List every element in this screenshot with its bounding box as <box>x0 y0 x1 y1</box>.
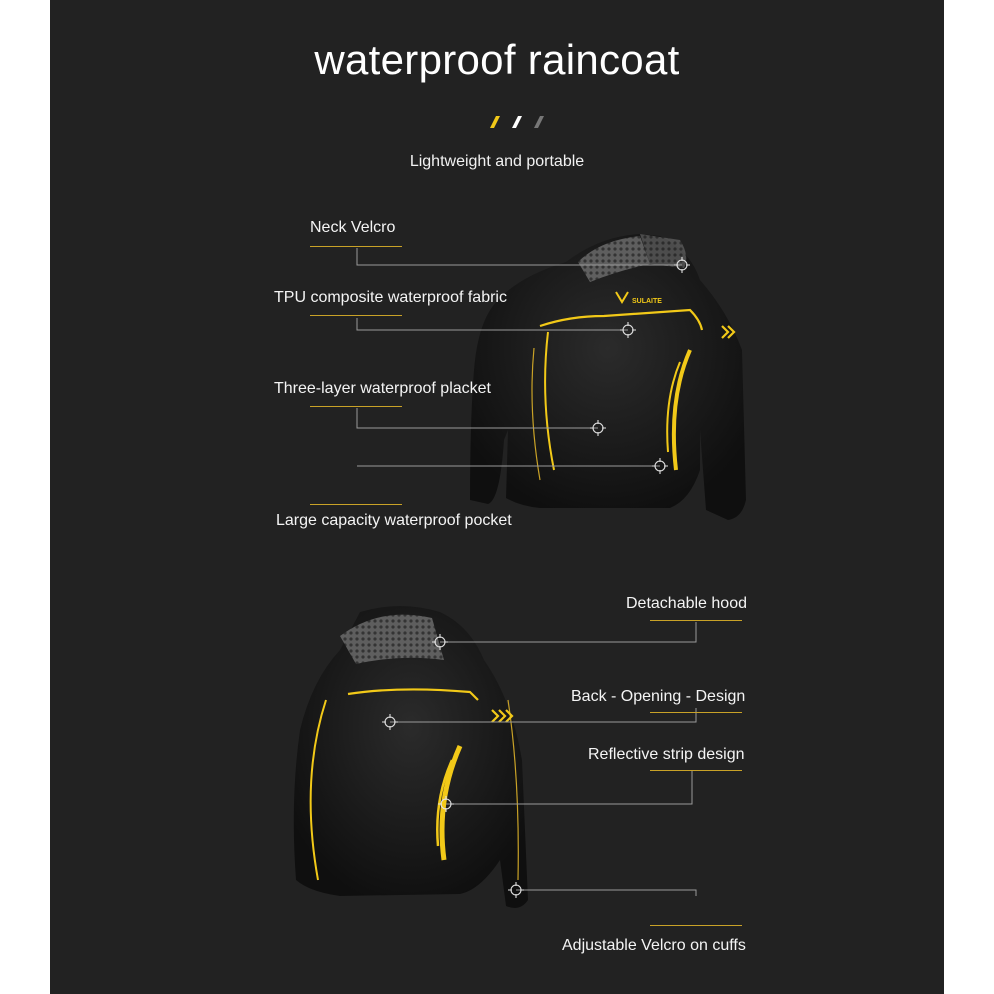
subtitle: Lightweight and portable <box>409 153 585 170</box>
front-jacket-image <box>470 234 746 520</box>
callout-underline <box>650 770 742 771</box>
callout-reflective-strip: Reflective strip design <box>588 746 745 763</box>
page-title: waterproof raincoat <box>314 36 680 83</box>
callout-back-opening: Back - Opening - Design <box>571 688 746 705</box>
back-jacket-image <box>294 606 528 908</box>
brand-logo: SULAITE <box>632 298 662 305</box>
callout-tpu-fabric: TPU composite waterproof fabric <box>274 289 507 306</box>
callout-detachable-hood: Detachable hood <box>626 595 747 612</box>
callout-underline <box>310 315 402 316</box>
callout-underline <box>310 406 402 407</box>
callout-underline <box>310 246 402 247</box>
callout-cuff-velcro: Adjustable Velcro on cuffs <box>562 937 746 954</box>
callout-underline <box>650 925 742 926</box>
callout-underline <box>310 504 402 505</box>
callout-underline <box>650 712 742 713</box>
callout-placket: Three-layer waterproof placket <box>274 380 491 397</box>
stripe-divider-icon <box>484 114 548 130</box>
callout-underline <box>650 620 742 621</box>
callout-pocket: Large capacity waterproof pocket <box>276 512 512 529</box>
callout-neck-velcro: Neck Velcro <box>310 219 396 236</box>
